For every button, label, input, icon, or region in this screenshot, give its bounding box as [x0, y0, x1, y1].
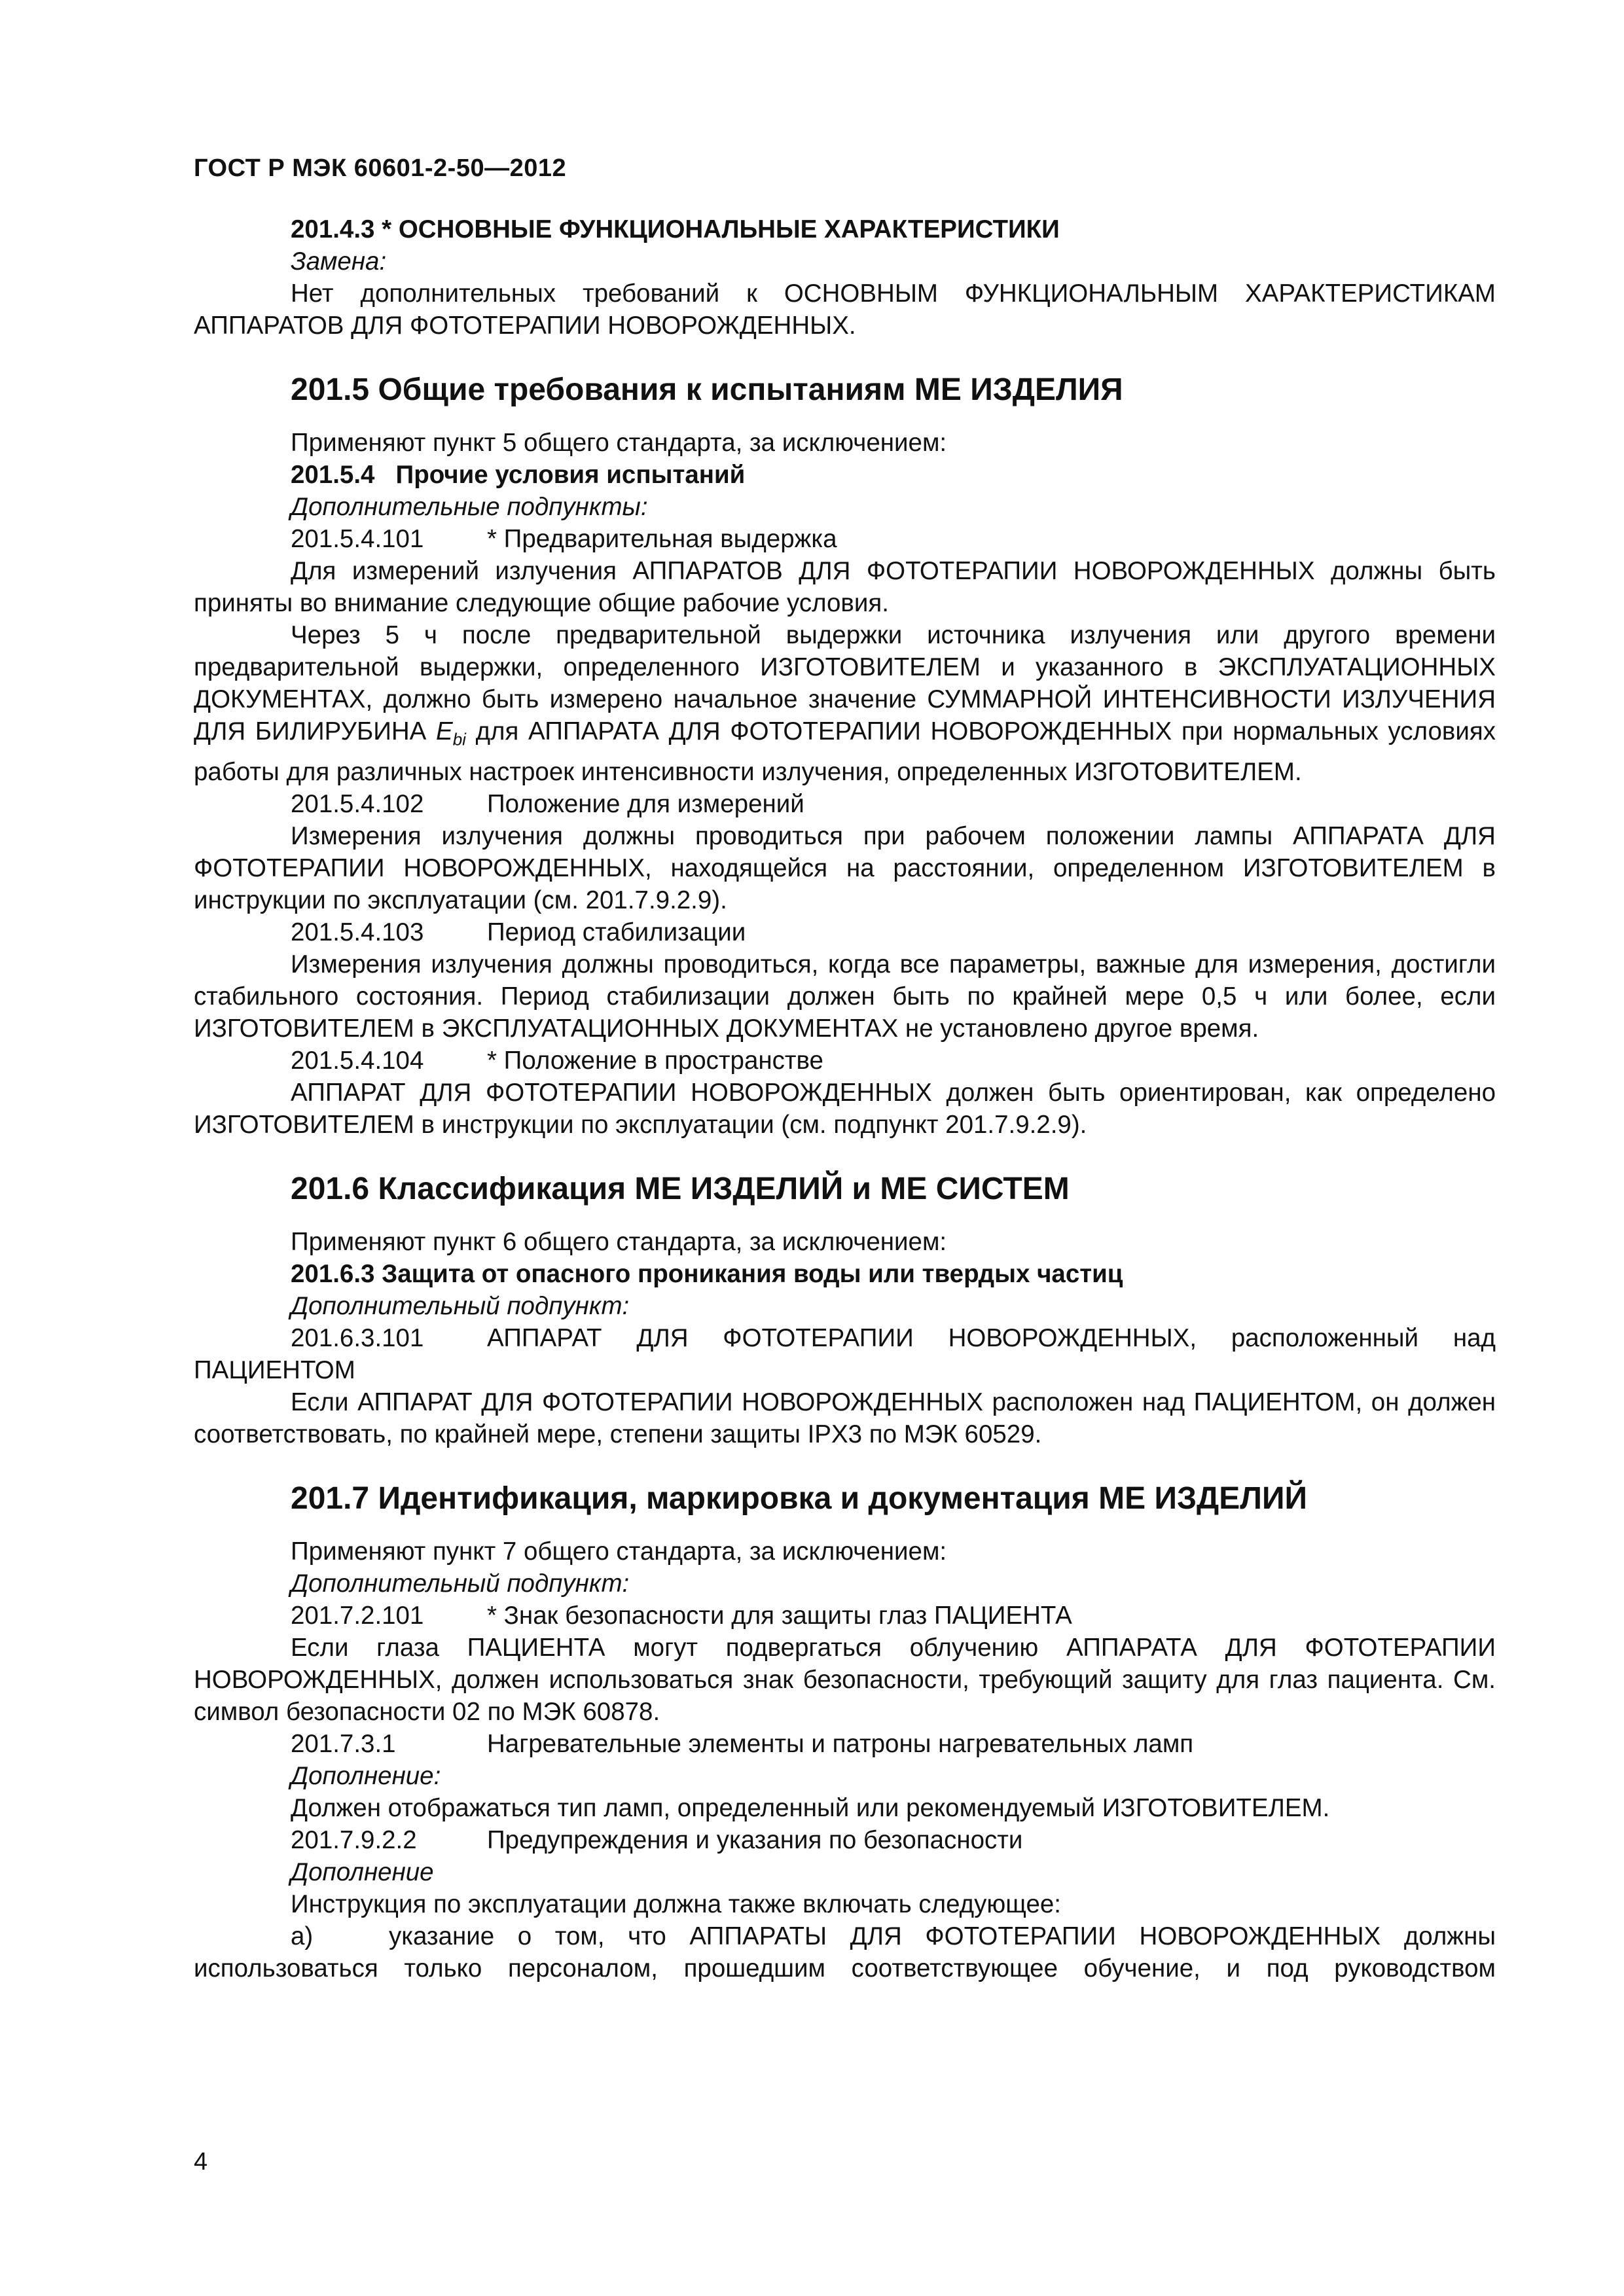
clause-note: Дополнительный подпункт:	[291, 1291, 630, 1320]
clause-heading-201-6-3: 201.6.3 Защита от опасного проникания воды или твердых частиц	[291, 1259, 1123, 1288]
subclause-number: 201.6.3.101	[291, 1323, 424, 1352]
section-title-201-5: 201.5 Общие требования к испытаниям МЕ ИЗДЕЛИЯ	[291, 372, 1123, 407]
paragraph-text: Если АППАРАТ ДЛЯ ФОТОТЕРАПИИ НОВОРОЖДЕННЫХ расположен над ПАЦИЕНТОМ, он должен соответствовать, по крайней мере, степени защиты IPX3 по МЭК 60529.	[194, 1388, 1496, 1448]
subclause-201-7-3-1	[194, 1728, 1496, 1760]
subclause-201-5-4-102	[194, 788, 1496, 820]
subclause-201-7-9-2-2	[194, 1824, 1496, 1856]
section-title-201-7: 201.7 Идентификация, маркировка и документация МЕ ИЗДЕЛИЙ	[291, 1480, 1307, 1516]
subclause-number: 201.5.4.103	[291, 918, 424, 946]
document-body	[194, 213, 1496, 1984]
subclause-title: Нагревательные элементы и патроны нагревательных ламп	[487, 1729, 1194, 1758]
section-title-201-6: 201.6 Классификация МЕ ИЗДЕЛИЙ и МЕ СИСТЕМ	[291, 1171, 1070, 1206]
clause-note: Замена:	[291, 247, 387, 276]
clause-text: Нет дополнительных требований к ОСНОВНЫМ ФУНКЦИОНАЛЬНЫМ ХАРАКТЕРИСТИКАМ АППАРАТОВ ДЛЯ ФОТОТЕРАПИИ НОВОРОЖДЕННЫХ.	[194, 279, 1496, 340]
subclause-number: 201.5.4.102	[291, 789, 424, 818]
paragraph-text: Для измерений излучения АППАРАТОВ ДЛЯ ФОТОТЕРАПИИ НОВОРОЖДЕННЫХ должны быть приняты во внимание следующие общие рабочие условия.	[194, 557, 1496, 617]
subclause-number: 201.7.9.2.2	[291, 1825, 417, 1854]
subclause-number: 201.7.3.1	[291, 1729, 396, 1758]
subclause-number: 201.5.4.101	[291, 525, 424, 553]
clause-note: Дополнительные подпункты:	[291, 493, 648, 521]
ebi-symbol: $E_{bi}$	[436, 717, 466, 749]
clause-note: Дополнение	[291, 1857, 434, 1886]
subclause-number: 201.7.2.101	[291, 1601, 424, 1630]
subclause-title: АППАРАТ ДЛЯ ФОТОТЕРАПИИ НОВОРОЖДЕННЫХ, расположенный над	[487, 1323, 1496, 1352]
subclause-number: 201.5.4.104	[291, 1046, 424, 1075]
subclause-201-6-3-101	[194, 1322, 1496, 1354]
list-item-text: указание о том, что АППАРАТЫ ДЛЯ ФОТОТЕРАПИИ НОВОРОЖДЕННЫХ должны	[389, 1922, 1496, 1950]
list-item-text-continued: использоваться только персоналом, прошедшим соответствующее обучение, и под руководством	[194, 1954, 1496, 1982]
clause-heading-201-4-3: 201.4.3 * ОСНОВНЫЕ ФУНКЦИОНАЛЬНЫЕ ХАРАКТЕРИСТИКИ	[291, 215, 1060, 243]
clause-note: Дополнение:	[291, 1761, 441, 1790]
section-intro: Применяют пункт 5 общего стандарта, за исключением:	[291, 429, 947, 457]
list-item-label: a)	[291, 1922, 314, 1950]
subclause-201-5-4-101	[194, 523, 1496, 555]
section-intro: Применяют пункт 7 общего стандарта, за исключением:	[291, 1537, 947, 1566]
subclause-201-7-2-101	[194, 1600, 1496, 1632]
clause-note: Дополнительный подпункт:	[291, 1569, 630, 1598]
page-number: 4	[194, 2148, 208, 2176]
subclause-title-continued: ПАЦИЕНТОМ	[194, 1355, 355, 1384]
paragraph-text-ebi: Через 5 ч после предварительной выдержки источника излучения или другого времени предварительной выдержки, определенного ИЗГОТОВИТЕЛЕМ и указанного в ЭКСПЛУАТАЦИОННЫХ ДОКУМЕНТАХ, должно быть измерено начальное значение СУММАРНОЙ ИНТЕНСИВНОСТИ ИЗЛУЧЕНИЯ ДЛЯ БИЛИРУБИНА $E_{bi}$ для АППАРАТА ДЛЯ ФОТОТЕРАПИИ НОВОРОЖДЕННЫХ при нормальных условиях работы для различных настроек интенсивности излучения, определенных ИЗГОТОВИТЕЛЕМ.	[194, 621, 1496, 786]
section-intro: Применяют пункт 6 общего стандарта, за исключением:	[291, 1227, 947, 1256]
subclause-201-5-4-104	[194, 1045, 1496, 1077]
paragraph-text: Инструкция по эксплуатации должна также включать следующее:	[291, 1890, 1061, 1918]
subclause-title: * Положение в пространстве	[487, 1046, 823, 1075]
paragraph-text: Измерения излучения должны проводиться при рабочем положении лампы АППАРАТА ДЛЯ ФОТОТЕРАПИИ НОВОРОЖДЕННЫХ, находящейся на расстоянии, определенном ИЗГОТОВИТЕЛЕМ в инструкции по эксплуатации (см. 201.7.9.2.9).	[194, 821, 1496, 914]
paragraph-text: АППАРАТ ДЛЯ ФОТОТЕРАПИИ НОВОРОЖДЕННЫХ должен быть ориентирован, как определено ИЗГОТОВИТЕЛЕМ в инструкции по эксплуатации (см. подпункт 201.7.9.2.9).	[194, 1078, 1496, 1139]
paragraph-text: Измерения излучения должны проводиться, когда все параметры, важные для измерения, достигли стабильного состояния. Период стабилизации должен быть по крайней мере 0,5 ч или более, если ИЗГОТОВИТЕЛЕМ в ЭКСПЛУАТАЦИОННЫХ ДОКУМЕНТАХ не установлено другое время.	[194, 950, 1496, 1043]
document-header: ГОСТ Р МЭК 60601-2-50—2012	[194, 154, 567, 182]
paragraph-text: Должен отображаться тип ламп, определенный или рекомендуемый ИЗГОТОВИТЕЛЕМ.	[291, 1793, 1330, 1822]
subclause-title: Предупреждения и указания по безопасности	[487, 1825, 1023, 1854]
paragraph-text: Если глаза ПАЦИЕНТА могут подвергаться облучению АППАРАТА ДЛЯ ФОТОТЕРАПИИ НОВОРОЖДЕННЫХ, должен использоваться знак безопасности, требующий защиту для глаз пациента. См. символ безопасности 02 по МЭК 60878.	[194, 1633, 1496, 1726]
subclause-title: Положение для измерений	[487, 789, 804, 818]
clause-heading-201-5-4: 201.5.4 Прочие условия испытаний	[291, 461, 746, 489]
subclause-201-5-4-103	[194, 916, 1496, 948]
subclause-title: Период стабилизации	[487, 918, 746, 946]
list-item-a	[194, 1920, 1496, 1952]
subclause-title: * Предварительная выдержка	[487, 525, 837, 553]
subclause-title: * Знак безопасности для защиты глаз ПАЦИЕНТА	[487, 1601, 1072, 1630]
